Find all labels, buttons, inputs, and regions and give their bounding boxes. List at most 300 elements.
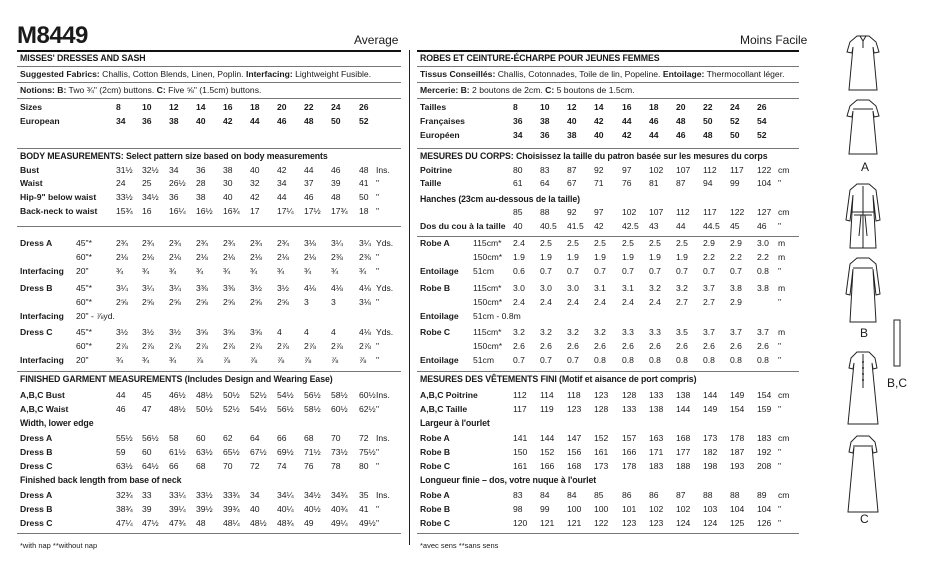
row-label: Interfacing: [20, 266, 64, 276]
size-value: 46: [116, 404, 126, 414]
size-value: 39: [331, 178, 341, 188]
size-value: 3⅝: [196, 327, 208, 337]
difficulty-fr: Moins Facile: [740, 33, 808, 47]
size-value: 2⅛: [223, 252, 235, 262]
row-label: A,B,C Poitrine: [420, 390, 478, 400]
size-value: 182: [703, 447, 718, 457]
size-value: 49½: [359, 518, 376, 528]
size-value: ⅞: [223, 355, 231, 365]
size-value: 71: [594, 178, 604, 188]
size-value: ¾: [142, 266, 150, 276]
fabric-width: 150cm*: [473, 341, 503, 351]
table-row: [420, 326, 799, 339]
fabric-width: 20": [76, 355, 89, 365]
size-value: 87: [567, 165, 577, 175]
size-value: 161: [594, 447, 609, 457]
size-value: 124: [676, 518, 691, 528]
table-row: [420, 489, 799, 502]
en-finished-header: FINISHED GARMENT MEASUREMENTS (Includes Design and Wearing Ease): [20, 374, 333, 384]
sash-illustration: [890, 318, 904, 368]
size-value: 10: [142, 102, 152, 112]
size-value: 2⅛: [169, 252, 181, 262]
size-value: 31½: [116, 165, 133, 175]
table-row: [20, 389, 401, 402]
size-value: 17¾: [331, 206, 348, 216]
table-row: [20, 326, 401, 339]
size-value: 72: [359, 433, 369, 443]
en-length-header: Finished back length from base of neck: [20, 475, 182, 485]
size-value: 40.5: [540, 221, 557, 231]
size-value: 123: [594, 390, 609, 400]
size-value: 0.7: [676, 266, 688, 276]
unit-label: ": [778, 355, 782, 365]
size-value: 45: [730, 221, 740, 231]
size-value: 3.0: [757, 238, 769, 248]
size-value: 12: [567, 102, 577, 112]
size-value: 16: [622, 102, 632, 112]
size-value: 2.7: [676, 297, 688, 307]
size-value: 42: [223, 116, 233, 126]
size-value: 38: [169, 116, 179, 126]
size-value: 48½: [196, 390, 213, 400]
row-label: Sizes: [20, 102, 42, 112]
size-value: 123: [622, 518, 637, 528]
size-value: 2.4: [567, 297, 579, 307]
table-row: [20, 237, 401, 250]
unit-label: ": [376, 355, 380, 365]
size-value: 3.0: [513, 283, 525, 293]
unit-label: ": [376, 266, 380, 276]
size-value: 39¾: [223, 504, 240, 514]
unit-label: ": [376, 341, 380, 351]
unit-label: m: [778, 327, 786, 337]
size-value: 166: [540, 461, 555, 471]
size-value: 4⅛: [331, 283, 343, 293]
size-value: 2.5: [649, 238, 661, 248]
size-value: 42: [594, 116, 604, 126]
size-value: 47¾: [169, 518, 186, 528]
size-value: 2.6: [567, 341, 579, 351]
size-value: 67½: [250, 447, 267, 457]
size-value: 50½: [223, 390, 240, 400]
size-value: 42: [250, 192, 260, 202]
table-row: [420, 251, 799, 264]
size-value: 2.2: [703, 252, 715, 262]
table-row: [420, 310, 799, 323]
size-value: 63½: [116, 461, 133, 471]
fabric-width: 115cm*: [473, 283, 502, 293]
unit-label: Yds.: [376, 238, 394, 248]
row-label: Entoilage: [420, 266, 459, 276]
size-value: 121: [540, 518, 555, 528]
size-value: ¾: [359, 266, 367, 276]
size-value: 34½: [142, 192, 159, 202]
size-value: ⅞: [250, 355, 258, 365]
size-value: 54½: [250, 404, 267, 414]
size-value: 154: [757, 390, 772, 400]
size-value: 86: [622, 490, 632, 500]
size-value: 86: [649, 490, 659, 500]
row-label: Robe B: [420, 447, 451, 457]
size-value: 94: [703, 178, 713, 188]
size-value: 34: [169, 165, 179, 175]
size-value: 76: [304, 461, 314, 471]
size-value: 85: [513, 207, 523, 217]
size-value: 2⅞: [304, 341, 316, 351]
size-value: 154: [730, 404, 745, 414]
row-label: Waist: [20, 178, 43, 188]
size-value: 104: [757, 504, 772, 514]
size-value: 39½: [196, 504, 213, 514]
size-value: 3⅜: [223, 283, 235, 293]
size-value: 16¾: [223, 206, 240, 216]
table-row: [420, 129, 799, 142]
unit-label: ": [778, 297, 782, 307]
size-value: 40: [196, 116, 206, 126]
en-fabrics: Suggested Fabrics: Challis, Cotton Blends, Linen, Poplin. Interfacing: Lightweight Fusible.: [20, 69, 372, 79]
size-value: ¾: [169, 355, 177, 365]
size-value: 36: [169, 192, 179, 202]
size-value: 161: [513, 461, 528, 471]
size-value: 80: [359, 461, 369, 471]
size-value: ¾: [250, 266, 258, 276]
size-value: 133: [649, 390, 664, 400]
size-value: 22: [304, 102, 314, 112]
row-label: Dress A: [20, 238, 53, 248]
size-value: 3.2: [540, 327, 552, 337]
size-value: 44: [277, 192, 287, 202]
table-row: [20, 517, 401, 530]
size-value: 0.6: [513, 266, 525, 276]
size-value: 141: [513, 433, 528, 443]
table-row: [20, 403, 401, 416]
size-value: 2.7: [703, 297, 715, 307]
table-row: [420, 460, 799, 473]
size-value: 2⅝: [169, 297, 181, 307]
size-value: 48: [703, 130, 713, 140]
size-value: 60: [142, 447, 152, 457]
size-value: 2⅝: [250, 297, 262, 307]
size-value: 2⅝: [223, 297, 235, 307]
size-value: 32: [250, 178, 260, 188]
size-value: 52: [757, 130, 767, 140]
table-row: [420, 354, 799, 367]
fabric-width: 115cm*: [473, 238, 502, 248]
size-value: 38: [223, 165, 233, 175]
size-value: 41: [359, 504, 369, 514]
size-value: 2⅞: [359, 341, 371, 351]
size-value: 192: [757, 447, 772, 457]
size-value: 92: [567, 207, 577, 217]
size-value: 26½: [169, 178, 186, 188]
size-value: 4: [277, 327, 282, 337]
size-value: 3½: [169, 327, 181, 337]
size-value: 149: [730, 390, 745, 400]
size-value: 1.9: [649, 252, 661, 262]
size-value: 73½: [331, 447, 348, 457]
view-bc-label: B,C: [887, 376, 908, 390]
size-value: 3.1: [622, 283, 634, 293]
unit-label: ": [778, 461, 782, 471]
size-value: 101: [622, 504, 637, 514]
size-value: 63½: [196, 447, 213, 457]
table-row: [420, 296, 799, 309]
size-value: 0.8: [676, 355, 688, 365]
size-value: ¾: [277, 266, 285, 276]
size-value: 124: [703, 518, 718, 528]
size-value: 25: [142, 178, 152, 188]
row-label: Dos du cou à la taille: [420, 221, 506, 231]
size-value: 52½: [223, 404, 240, 414]
row-label: Robe B: [420, 504, 451, 514]
size-value: 98: [513, 504, 523, 514]
size-value: 44: [116, 390, 126, 400]
size-value: 122: [757, 165, 772, 175]
size-value: 3.2: [513, 327, 525, 337]
size-value: 40: [250, 165, 260, 175]
size-value: 2.4: [513, 238, 525, 248]
size-value: ⅞: [359, 355, 367, 365]
size-value: 34½: [304, 490, 321, 500]
size-value: 44: [304, 165, 314, 175]
en-title: MISSES' DRESSES AND SASH: [20, 53, 146, 63]
size-value: 47½: [142, 518, 159, 528]
row-label: Robe B: [420, 283, 451, 293]
view-c-label: C: [860, 512, 869, 526]
unit-label: ": [778, 504, 782, 514]
size-value: 100: [594, 504, 609, 514]
size-value: 0.7: [567, 355, 579, 365]
size-value: 2.2: [730, 252, 742, 262]
table-row: [420, 177, 799, 190]
size-value: 0.7: [540, 355, 552, 365]
size-value: 34: [277, 178, 287, 188]
size-value: 40¼: [277, 504, 294, 514]
size-value: 2.4: [513, 297, 525, 307]
size-value: 50: [331, 116, 341, 126]
size-value: 33: [142, 490, 152, 500]
table-row: [420, 220, 799, 233]
size-value: 48¾: [277, 518, 294, 528]
table-row: [420, 389, 799, 402]
row-label: Tailles: [420, 102, 447, 112]
size-value: 0.8: [594, 355, 606, 365]
size-value: 0.8: [703, 355, 715, 365]
size-value: 64: [250, 433, 260, 443]
unit-label: ": [376, 461, 380, 471]
row-label: Robe C: [420, 327, 451, 337]
en-body-header: BODY MEASUREMENTS: Select pattern size based on body measurements: [20, 151, 328, 161]
size-value: 68: [196, 461, 206, 471]
size-value: 4⅛: [359, 283, 371, 293]
row-label: Françaises: [420, 116, 465, 126]
size-value: 3¼: [116, 283, 128, 293]
size-value: 2.9: [730, 297, 742, 307]
size-value: 104: [757, 178, 772, 188]
unit-label: Ins.: [376, 433, 390, 443]
unit-label: cm: [778, 490, 790, 500]
size-value: 34¼: [277, 490, 294, 500]
table-row: [20, 282, 401, 295]
size-value: 46½: [169, 390, 186, 400]
fabric-width: 45"*: [76, 238, 92, 248]
table-row: [420, 517, 799, 530]
size-value: 81: [649, 178, 659, 188]
size-value: 0.7: [594, 266, 606, 276]
size-value: 112: [703, 165, 717, 175]
row-label: Dress C: [20, 327, 53, 337]
size-value: 3½: [142, 327, 154, 337]
size-value: 24: [116, 178, 126, 188]
fabric-width: 115cm*: [473, 327, 502, 337]
size-value: 46: [331, 165, 341, 175]
size-value: 2⅞: [331, 341, 343, 351]
table-row: [420, 432, 799, 445]
size-value: 84: [540, 490, 550, 500]
table-row: [420, 340, 799, 353]
size-value: 3.0: [540, 283, 552, 293]
size-value: 75½: [359, 447, 376, 457]
size-value: 3.7: [730, 327, 742, 337]
size-value: 2.6: [540, 341, 552, 351]
size-value: 2.6: [513, 341, 525, 351]
size-value: 128: [594, 404, 609, 414]
size-value: 3⅛: [304, 238, 316, 248]
size-value: 42: [277, 165, 287, 175]
size-value: 37: [304, 178, 314, 188]
size-value: 3: [331, 297, 336, 307]
table-row: [420, 403, 799, 416]
size-value: 144: [703, 390, 718, 400]
size-value: 3.2: [649, 283, 661, 293]
size-value: 40¾: [331, 504, 348, 514]
size-value: 102: [649, 165, 664, 175]
fr-width-header: Largeur à l'ourlet: [420, 418, 490, 428]
size-value: 123: [567, 404, 582, 414]
unit-label: ": [778, 178, 782, 188]
fabric-width: 60"*: [76, 252, 92, 262]
unit-label: ": [778, 404, 782, 414]
fabric-width: 60"*: [76, 341, 92, 351]
size-value: 2.5: [622, 238, 634, 248]
size-value: 35: [359, 490, 369, 500]
size-value: 16: [223, 102, 233, 112]
size-value: 24: [730, 102, 740, 112]
size-value: 138: [649, 404, 664, 414]
size-value: 2⅝: [277, 297, 289, 307]
size-value: 0.7: [540, 266, 552, 276]
size-value: 2⅞: [250, 341, 262, 351]
size-value: 120: [513, 518, 528, 528]
size-value: 89: [757, 490, 767, 500]
size-value: 87: [676, 178, 686, 188]
size-value: 2⅞: [169, 341, 181, 351]
table-row: [20, 489, 401, 502]
size-value: 12: [169, 102, 179, 112]
size-value: 3¼: [359, 238, 371, 248]
size-value: 2.6: [676, 341, 688, 351]
size-value: 0.8: [730, 355, 742, 365]
table-row: [20, 340, 401, 353]
size-value: 33¾: [223, 490, 240, 500]
unit-label: Ins.: [376, 390, 390, 400]
size-value: 52: [730, 116, 740, 126]
size-value: 126: [757, 518, 772, 528]
size-value: 0.7: [513, 355, 525, 365]
size-value: 3.7: [703, 327, 715, 337]
table-row: [420, 503, 799, 516]
fabric-width: 51cm: [473, 266, 495, 276]
row-label: Bust: [20, 165, 40, 175]
size-value: 50: [730, 130, 740, 140]
unit-label: Ins.: [376, 165, 390, 175]
size-value: 70: [223, 461, 233, 471]
size-value: 2.4: [622, 297, 634, 307]
size-value: 3¼: [142, 283, 154, 293]
size-value: 34¾: [331, 490, 348, 500]
row-label: A,B,C Taille: [420, 404, 468, 414]
size-value: 49: [304, 518, 314, 528]
size-value: 32½: [142, 165, 159, 175]
size-value: 54½: [277, 390, 294, 400]
fr-title: ROBES ET CEINTURE-ÉCHARPE POUR JEUNES FEMMES: [420, 53, 660, 63]
size-value: 55½: [116, 433, 133, 443]
size-value: 3½: [250, 283, 262, 293]
row-label: European: [20, 116, 60, 126]
size-value: ¾: [116, 355, 124, 365]
en-footnote: *with nap **without nap: [20, 541, 98, 550]
size-value: 66: [277, 433, 287, 443]
pattern-number: M8449: [17, 22, 88, 49]
size-value: 69½: [277, 447, 294, 457]
size-value: 0.8: [757, 266, 769, 276]
size-value: 50½: [196, 404, 213, 414]
size-value: 2⅞: [116, 341, 128, 351]
unit-label: cm: [778, 207, 790, 217]
size-value: 18: [250, 102, 260, 112]
size-value: 44: [622, 116, 632, 126]
table-row: [420, 164, 799, 177]
table-row: [20, 354, 401, 367]
size-value: 183: [649, 461, 664, 471]
table-row: [20, 296, 401, 309]
size-value: 2¾: [196, 238, 208, 248]
size-value: 18: [649, 102, 659, 112]
unit-label: cm: [778, 165, 790, 175]
size-value: 20: [277, 102, 287, 112]
size-value: 2⅜: [359, 252, 371, 262]
row-label: Européen: [420, 130, 460, 140]
size-value: 40: [513, 221, 523, 231]
size-value: 36: [540, 130, 550, 140]
table-row: [20, 503, 401, 516]
table-row: [20, 191, 401, 204]
table-row: [20, 164, 401, 177]
fabric-width: 150cm*: [473, 252, 503, 262]
size-value: 107: [676, 165, 691, 175]
size-value: 102: [676, 504, 691, 514]
size-value: 2⅛: [116, 252, 128, 262]
size-value: 71½: [304, 447, 321, 457]
size-value: 33¼: [169, 490, 186, 500]
size-value: 0.7: [649, 266, 661, 276]
size-value: 0.8: [622, 355, 634, 365]
row-label: Dress A: [20, 433, 53, 443]
size-value: 2⅝: [142, 297, 154, 307]
size-value: 2⅝: [116, 297, 128, 307]
size-value: ¾: [142, 355, 150, 365]
size-value: 8: [116, 102, 121, 112]
